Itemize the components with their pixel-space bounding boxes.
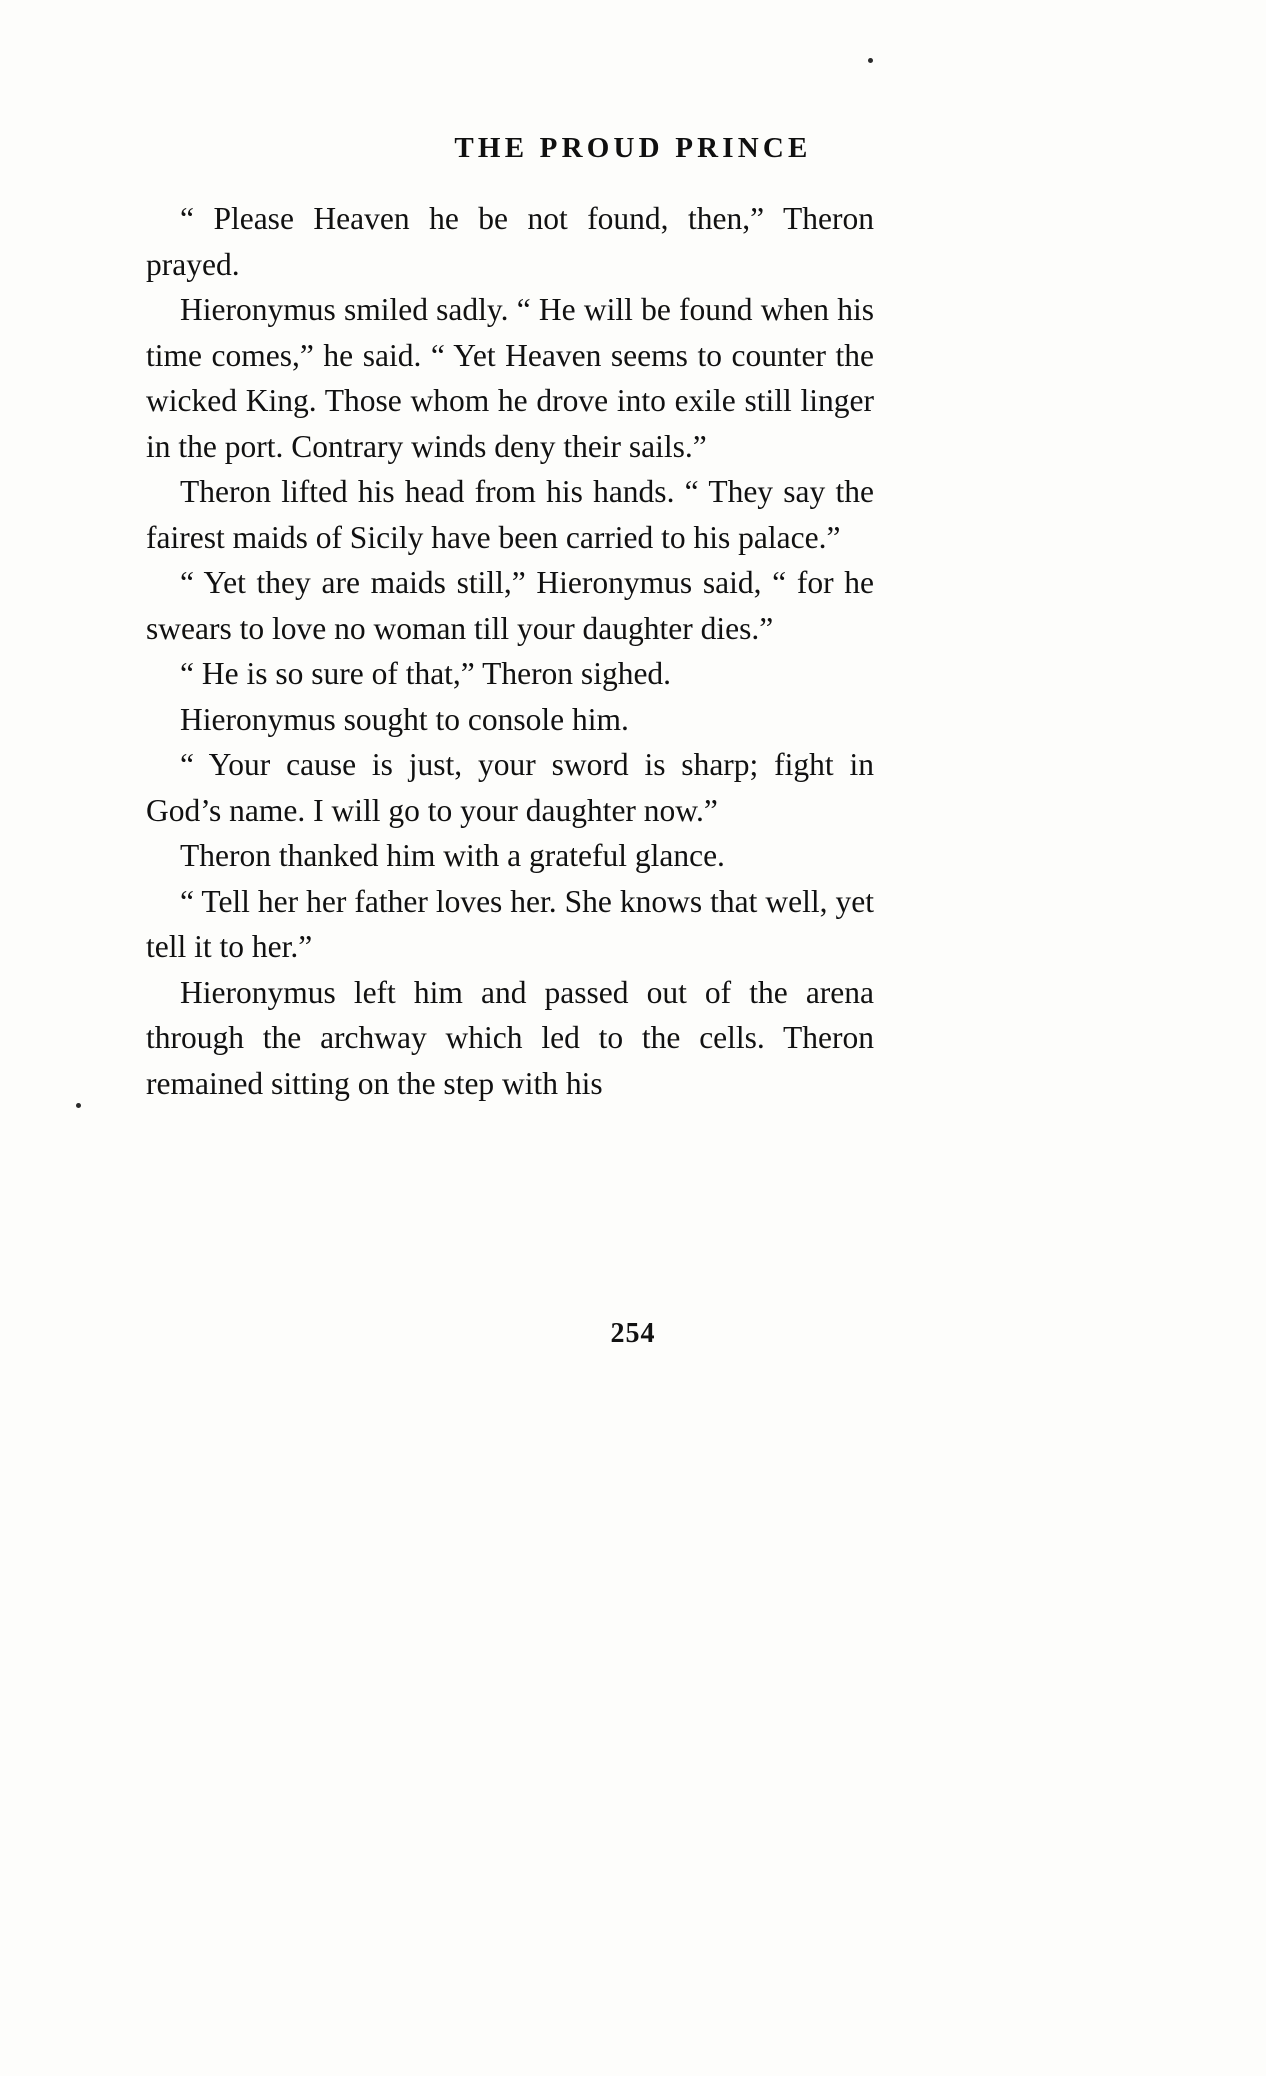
running-head: THE PROUD PRINCE bbox=[454, 132, 812, 164]
paragraph: Hieronymus left him and passed out of the arena through the archway which led to the cells. Theron remained sitting on the step with his bbox=[146, 974, 874, 1101]
paragraph: Hieronymus sought to console him. bbox=[180, 701, 629, 737]
ink-speck-top-icon bbox=[868, 58, 873, 63]
paragraph: Theron lifted his head from his hands. “ They say the fairest maids of Sicily have been carried to his palace.” bbox=[146, 474, 874, 555]
paragraph: “ He is so sure of that,” Theron sighed. bbox=[180, 656, 672, 691]
paragraph: “ Tell her her father loves her. She knows that well, yet tell it to her.” bbox=[146, 883, 874, 964]
ink-speck-left-icon bbox=[76, 1103, 81, 1108]
paragraph: “ Please Heaven he be not found, then,” Theron prayed. bbox=[146, 201, 874, 282]
paragraph: “ Yet they are maids still,” Hieronymus said, “ for he swears to love no woman till your daughter dies.” bbox=[146, 565, 874, 646]
paragraph: Hieronymus smiled sadly. “ He will be found when his time comes,” he said. “ Yet Heaven seems to counter the wicked King. Those whom he drove into exile still linger in the port. Contrary winds deny their sails.” bbox=[146, 292, 874, 464]
paragraph: Theron thanked him with a grateful glance. bbox=[180, 838, 725, 873]
page-number: 254 bbox=[610, 1318, 656, 1349]
paragraph: “ Your cause is just, your sword is sharp; fight in God’s name. I will go to your daughter now.” bbox=[146, 747, 874, 828]
body-text bbox=[146, 196, 874, 1106]
